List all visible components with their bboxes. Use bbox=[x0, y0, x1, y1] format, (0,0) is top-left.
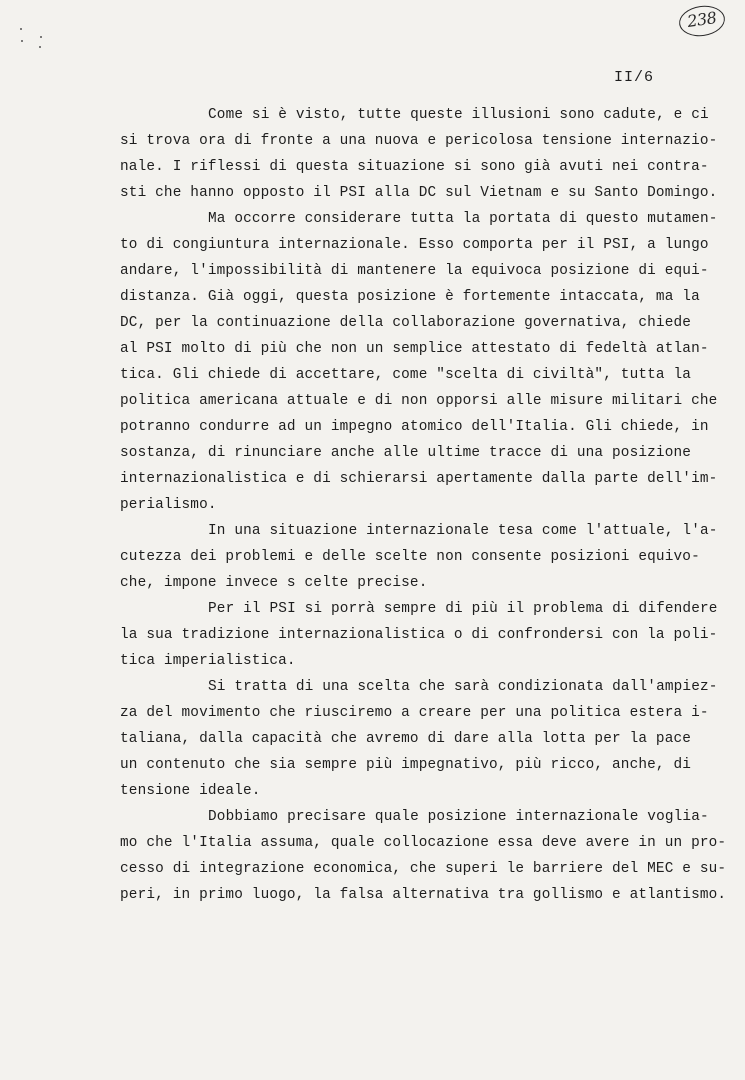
text-line: sti che hanno opposto il PSI alla DC sul Vietnam e su Santo Domingo. bbox=[120, 185, 718, 201]
text-line: In una situazione internazionale tesa come l'attuale, l'a- bbox=[208, 523, 718, 539]
text-line: Come si è visto, tutte queste illusioni sono cadute, e ci bbox=[208, 107, 709, 123]
text-line: tica imperialistica. bbox=[120, 653, 296, 669]
text-line: taliana, dalla capacità che avremo di dare alla lotta per la pace bbox=[120, 731, 692, 747]
text-line: un contenuto che sia sempre più impegnativo, più ricco, anche, di bbox=[120, 757, 692, 773]
text-line: politica americana attuale e di non opporsi alle misure militari che bbox=[120, 393, 718, 409]
text-line: Dobbiamo precisare quale posizione internazionale voglia- bbox=[208, 809, 709, 825]
text-line: DC, per la continuazione della collaborazione governativa, chiede bbox=[120, 315, 692, 331]
text-line: potranno condurre ad un impegno atomico dell'Italia. Gli chiede, in bbox=[120, 419, 709, 435]
text-line: Si tratta di una scelta che sarà condizionata dall'ampiez- bbox=[208, 679, 718, 695]
text-line: tensione ideale. bbox=[120, 783, 261, 799]
text-line: che, impone invece s celte precise. bbox=[120, 575, 428, 591]
page-number: II/6 bbox=[614, 69, 655, 86]
text-line: nale. I riflessi di questa situazione si sono già avuti nei contra- bbox=[120, 159, 709, 175]
text-line: si trova ora di fronte a una nuova e pericolosa tensione internazio- bbox=[120, 133, 718, 149]
text-line: internazionalistica e di schierarsi apertamente dalla parte dell'im- bbox=[120, 471, 718, 487]
text-line: distanza. Già oggi, questa posizione è fortemente intaccata, ma la bbox=[120, 289, 700, 305]
text-line: al PSI molto di più che non un semplice attestato di fedeltà atlan- bbox=[120, 341, 709, 357]
text-line: tica. Gli chiede di accettare, come "scelta di civiltà", tutta la bbox=[120, 367, 692, 383]
text-line: Per il PSI si porrà sempre di più il problema di difendere bbox=[208, 601, 718, 617]
text-line: cutezza dei problemi e delle scelte non consente posizioni equivo- bbox=[120, 549, 700, 565]
text-line: perialismo. bbox=[120, 497, 217, 513]
archive-stamp bbox=[677, 3, 727, 39]
text-line: andare, l'impossibilità di mantenere la equivoca posizione di equi- bbox=[120, 263, 709, 279]
text-line: za del movimento che riusciremo a creare per una politica estera i- bbox=[120, 705, 709, 721]
text-line: cesso di integrazione economica, che superi le barriere del MEC e su- bbox=[120, 861, 727, 877]
text-line: sostanza, di rinunciare anche alle ultime tracce di una posizione bbox=[120, 445, 692, 461]
text-line: to di congiuntura internazionale. Esso comporta per il PSI, a lungo bbox=[120, 237, 709, 253]
text-line: peri, in primo luogo, la falsa alternativa tra gollismo e atlantismo. bbox=[120, 887, 727, 903]
archive-stamp-number: 238 bbox=[686, 8, 718, 31]
text-line: la sua tradizione internazionalistica o di confrondersi con la poli- bbox=[120, 627, 718, 643]
text-line: Ma occorre considerare tutta la portata di questo mutamen- bbox=[208, 211, 718, 227]
text-line: mo che l'Italia assuma, quale collocazione essa deve avere in un pro- bbox=[120, 835, 727, 851]
